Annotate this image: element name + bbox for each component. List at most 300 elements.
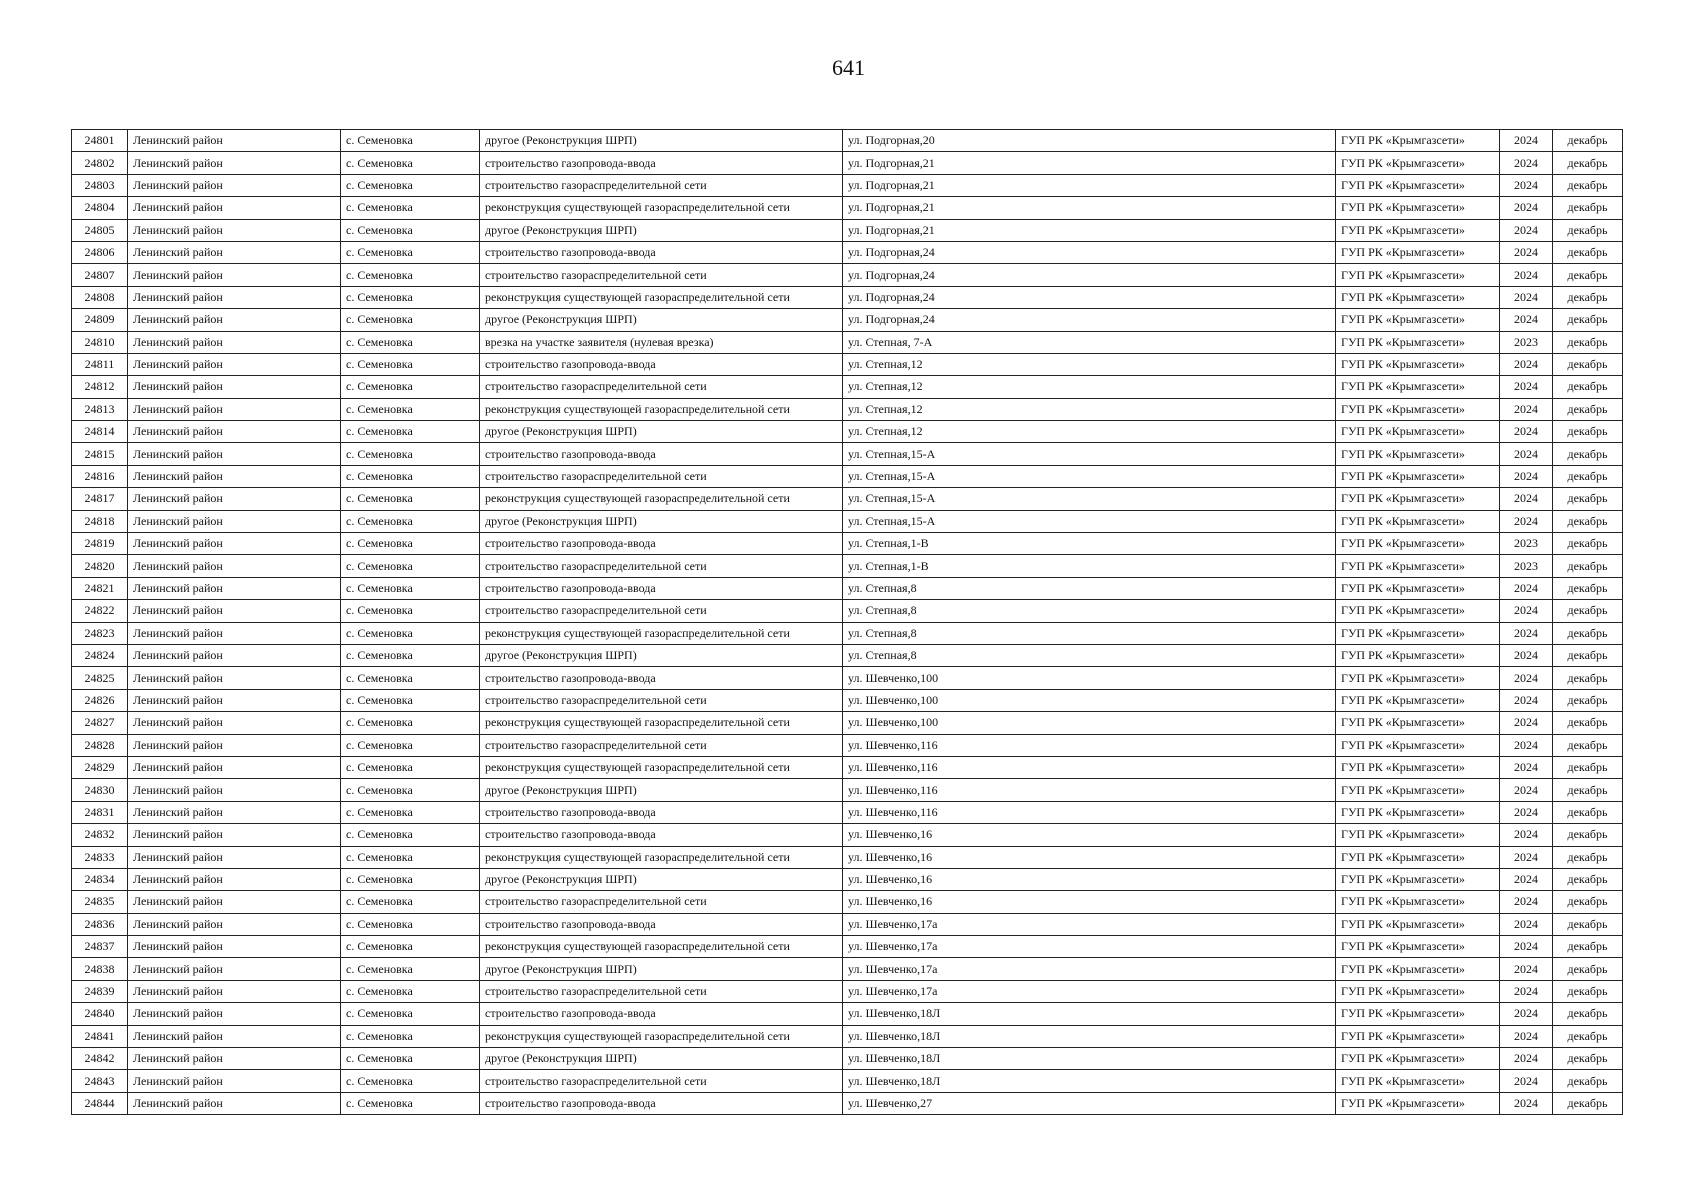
table-row <box>72 286 1623 308</box>
year-cell: 2024 <box>1500 353 1553 375</box>
table-row <box>72 465 1623 487</box>
settlement-cell: с. Семеновка <box>341 353 480 375</box>
district-cell: Ленинский район <box>128 376 341 398</box>
district-cell: Ленинский район <box>128 510 341 532</box>
settlement-cell: с. Семеновка <box>341 824 480 846</box>
row-number: 24839 <box>72 980 128 1002</box>
row-number: 24803 <box>72 174 128 196</box>
district-cell: Ленинский район <box>128 868 341 890</box>
work-type-cell: реконструкция существующей газораспределительной сети <box>480 936 843 958</box>
month-cell: декабрь <box>1553 309 1623 331</box>
table-row <box>72 600 1623 622</box>
row-number: 24804 <box>72 197 128 219</box>
row-number: 24809 <box>72 309 128 331</box>
organization-cell: ГУП РК «Крымгазсети» <box>1336 488 1500 510</box>
address-cell: ул. Подгорная,24 <box>843 264 1336 286</box>
year-cell: 2024 <box>1500 958 1553 980</box>
district-cell: Ленинский район <box>128 801 341 823</box>
district-cell: Ленинский район <box>128 577 341 599</box>
work-type-cell: строительство газопровода-ввода <box>480 533 843 555</box>
year-cell: 2024 <box>1500 824 1553 846</box>
month-cell: декабрь <box>1553 331 1623 353</box>
settlement-cell: с. Семеновка <box>341 600 480 622</box>
organization-cell: ГУП РК «Крымгазсети» <box>1336 241 1500 263</box>
year-cell: 2024 <box>1500 264 1553 286</box>
address-cell: ул. Степная,15-А <box>843 488 1336 510</box>
table-row <box>72 331 1623 353</box>
address-cell: ул. Подгорная,21 <box>843 197 1336 219</box>
row-number: 24835 <box>72 891 128 913</box>
organization-cell: ГУП РК «Крымгазсети» <box>1336 891 1500 913</box>
address-cell: ул. Подгорная,24 <box>843 241 1336 263</box>
settlement-cell: с. Семеновка <box>341 174 480 196</box>
month-cell: декабрь <box>1553 510 1623 532</box>
row-number: 24834 <box>72 868 128 890</box>
settlement-cell: с. Семеновка <box>341 980 480 1002</box>
district-cell: Ленинский район <box>128 152 341 174</box>
organization-cell: ГУП РК «Крымгазсети» <box>1336 734 1500 756</box>
table-row <box>72 891 1623 913</box>
row-number: 24824 <box>72 644 128 666</box>
settlement-cell: с. Семеновка <box>341 1003 480 1025</box>
settlement-cell: с. Семеновка <box>341 376 480 398</box>
table-row <box>72 622 1623 644</box>
address-cell: ул. Шевченко,100 <box>843 667 1336 689</box>
settlement-cell: с. Семеновка <box>341 465 480 487</box>
month-cell: декабрь <box>1553 376 1623 398</box>
work-type-cell: строительство газораспределительной сети <box>480 174 843 196</box>
month-cell: декабрь <box>1553 533 1623 555</box>
organization-cell: ГУП РК «Крымгазсети» <box>1336 577 1500 599</box>
settlement-cell: с. Семеновка <box>341 644 480 666</box>
work-type-cell: другое (Реконструкция ШРП) <box>480 644 843 666</box>
work-type-cell: реконструкция существующей газораспределительной сети <box>480 488 843 510</box>
table-row <box>72 219 1623 241</box>
work-type-cell: строительство газопровода-ввода <box>480 824 843 846</box>
table-row <box>72 533 1623 555</box>
district-cell: Ленинский район <box>128 241 341 263</box>
address-cell: ул. Степная,8 <box>843 644 1336 666</box>
table-row <box>72 376 1623 398</box>
settlement-cell: с. Семеновка <box>341 958 480 980</box>
district-cell: Ленинский район <box>128 958 341 980</box>
month-cell: декабрь <box>1553 1003 1623 1025</box>
settlement-cell: с. Семеновка <box>341 734 480 756</box>
organization-cell: ГУП РК «Крымгазсети» <box>1336 533 1500 555</box>
year-cell: 2024 <box>1500 868 1553 890</box>
district-cell: Ленинский район <box>128 734 341 756</box>
table-row <box>72 353 1623 375</box>
table-row <box>72 824 1623 846</box>
month-cell: декабрь <box>1553 667 1623 689</box>
settlement-cell: с. Семеновка <box>341 443 480 465</box>
settlement-cell: с. Семеновка <box>341 689 480 711</box>
address-cell: ул. Шевченко,100 <box>843 712 1336 734</box>
settlement-cell: с. Семеновка <box>341 286 480 308</box>
year-cell: 2024 <box>1500 488 1553 510</box>
district-cell: Ленинский район <box>128 913 341 935</box>
organization-cell: ГУП РК «Крымгазсети» <box>1336 667 1500 689</box>
table-row <box>72 577 1623 599</box>
month-cell: декабрь <box>1553 824 1623 846</box>
address-cell: ул. Шевченко,18Л <box>843 1003 1336 1025</box>
work-type-cell: другое (Реконструкция ШРП) <box>480 958 843 980</box>
address-cell: ул. Подгорная,24 <box>843 286 1336 308</box>
work-type-cell: реконструкция существующей газораспределительной сети <box>480 846 843 868</box>
row-number: 24838 <box>72 958 128 980</box>
month-cell: декабрь <box>1553 779 1623 801</box>
settlement-cell: с. Семеновка <box>341 421 480 443</box>
district-cell: Ленинский район <box>128 331 341 353</box>
organization-cell: ГУП РК «Крымгазсети» <box>1336 779 1500 801</box>
month-cell: декабрь <box>1553 712 1623 734</box>
work-type-cell: строительство газораспределительной сети <box>480 980 843 1002</box>
year-cell: 2024 <box>1500 1003 1553 1025</box>
address-cell: ул. Шевченко,27 <box>843 1092 1336 1114</box>
row-number: 24829 <box>72 756 128 778</box>
address-cell: ул. Шевченко,17а <box>843 913 1336 935</box>
work-type-cell: реконструкция существующей газораспределительной сети <box>480 398 843 420</box>
year-cell: 2024 <box>1500 667 1553 689</box>
address-cell: ул. Подгорная,20 <box>843 130 1336 152</box>
year-cell: 2024 <box>1500 421 1553 443</box>
work-type-cell: строительство газораспределительной сети <box>480 555 843 577</box>
address-cell: ул. Степная,8 <box>843 622 1336 644</box>
table-row <box>72 913 1623 935</box>
work-type-cell: строительство газопровода-ввода <box>480 577 843 599</box>
address-cell: ул. Степная,15-А <box>843 465 1336 487</box>
address-cell: ул. Шевченко,18Л <box>843 1048 1336 1070</box>
table-row <box>72 868 1623 890</box>
district-cell: Ленинский район <box>128 197 341 219</box>
month-cell: декабрь <box>1553 644 1623 666</box>
organization-cell: ГУП РК «Крымгазсети» <box>1336 868 1500 890</box>
address-cell: ул. Шевченко,16 <box>843 846 1336 868</box>
organization-cell: ГУП РК «Крымгазсети» <box>1336 421 1500 443</box>
address-cell: ул. Шевченко,116 <box>843 779 1336 801</box>
month-cell: декабрь <box>1553 1070 1623 1092</box>
work-type-cell: другое (Реконструкция ШРП) <box>480 510 843 532</box>
settlement-cell: с. Семеновка <box>341 891 480 913</box>
address-cell: ул. Степная,12 <box>843 398 1336 420</box>
year-cell: 2024 <box>1500 197 1553 219</box>
district-cell: Ленинский район <box>128 1003 341 1025</box>
month-cell: декабрь <box>1553 958 1623 980</box>
district-cell: Ленинский район <box>128 1070 341 1092</box>
work-type-cell: строительство газораспределительной сети <box>480 689 843 711</box>
year-cell: 2024 <box>1500 600 1553 622</box>
registry-body <box>72 130 1623 1115</box>
organization-cell: ГУП РК «Крымгазсети» <box>1336 465 1500 487</box>
work-type-cell: реконструкция существующей газораспределительной сети <box>480 286 843 308</box>
row-number: 24801 <box>72 130 128 152</box>
row-number: 24831 <box>72 801 128 823</box>
table-row <box>72 846 1623 868</box>
table-row <box>72 510 1623 532</box>
year-cell: 2024 <box>1500 152 1553 174</box>
work-type-cell: другое (Реконструкция ШРП) <box>480 421 843 443</box>
address-cell: ул. Подгорная,24 <box>843 309 1336 331</box>
table-row <box>72 1070 1623 1092</box>
row-number: 24843 <box>72 1070 128 1092</box>
month-cell: декабрь <box>1553 756 1623 778</box>
month-cell: декабрь <box>1553 801 1623 823</box>
year-cell: 2023 <box>1500 331 1553 353</box>
table-row <box>72 443 1623 465</box>
year-cell: 2024 <box>1500 286 1553 308</box>
work-type-cell: строительство газопровода-ввода <box>480 443 843 465</box>
settlement-cell: с. Семеновка <box>341 241 480 263</box>
work-type-cell: строительство газопровода-ввода <box>480 667 843 689</box>
settlement-cell: с. Семеновка <box>341 309 480 331</box>
work-type-cell: врезка на участке заявителя (нулевая врезка) <box>480 331 843 353</box>
address-cell: ул. Шевченко,116 <box>843 801 1336 823</box>
district-cell: Ленинский район <box>128 555 341 577</box>
row-number: 24833 <box>72 846 128 868</box>
year-cell: 2024 <box>1500 734 1553 756</box>
table-row <box>72 241 1623 263</box>
row-number: 24842 <box>72 1048 128 1070</box>
work-type-cell: другое (Реконструкция ШРП) <box>480 219 843 241</box>
table-row <box>72 197 1623 219</box>
work-type-cell: реконструкция существующей газораспределительной сети <box>480 756 843 778</box>
year-cell: 2024 <box>1500 219 1553 241</box>
work-type-cell: строительство газораспределительной сети <box>480 264 843 286</box>
work-type-cell: другое (Реконструкция ШРП) <box>480 130 843 152</box>
settlement-cell: с. Семеновка <box>341 488 480 510</box>
settlement-cell: с. Семеновка <box>341 936 480 958</box>
settlement-cell: с. Семеновка <box>341 1092 480 1114</box>
settlement-cell: с. Семеновка <box>341 533 480 555</box>
row-number: 24827 <box>72 712 128 734</box>
year-cell: 2024 <box>1500 936 1553 958</box>
row-number: 24840 <box>72 1003 128 1025</box>
settlement-cell: с. Семеновка <box>341 130 480 152</box>
row-number: 24832 <box>72 824 128 846</box>
table-row <box>72 734 1623 756</box>
organization-cell: ГУП РК «Крымгазсети» <box>1336 1048 1500 1070</box>
month-cell: декабрь <box>1553 980 1623 1002</box>
organization-cell: ГУП РК «Крымгазсети» <box>1336 286 1500 308</box>
work-type-cell: строительство газораспределительной сети <box>480 465 843 487</box>
district-cell: Ленинский район <box>128 824 341 846</box>
month-cell: декабрь <box>1553 286 1623 308</box>
address-cell: ул. Степная,12 <box>843 353 1336 375</box>
organization-cell: ГУП РК «Крымгазсети» <box>1336 600 1500 622</box>
year-cell: 2024 <box>1500 309 1553 331</box>
address-cell: ул. Степная,8 <box>843 577 1336 599</box>
district-cell: Ленинский район <box>128 264 341 286</box>
year-cell: 2024 <box>1500 1070 1553 1092</box>
month-cell: декабрь <box>1553 353 1623 375</box>
month-cell: декабрь <box>1553 465 1623 487</box>
year-cell: 2024 <box>1500 801 1553 823</box>
year-cell: 2024 <box>1500 644 1553 666</box>
table-row <box>72 644 1623 666</box>
table-row <box>72 1092 1623 1114</box>
address-cell: ул. Шевченко,16 <box>843 824 1336 846</box>
registry-table <box>71 129 1623 1115</box>
work-type-cell: реконструкция существующей газораспределительной сети <box>480 197 843 219</box>
settlement-cell: с. Семеновка <box>341 152 480 174</box>
district-cell: Ленинский район <box>128 533 341 555</box>
row-number: 24817 <box>72 488 128 510</box>
work-type-cell: другое (Реконструкция ШРП) <box>480 1048 843 1070</box>
year-cell: 2024 <box>1500 1025 1553 1047</box>
table-row <box>72 779 1623 801</box>
month-cell: декабрь <box>1553 197 1623 219</box>
row-number: 24818 <box>72 510 128 532</box>
district-cell: Ленинский район <box>128 622 341 644</box>
organization-cell: ГУП РК «Крымгазсети» <box>1336 712 1500 734</box>
row-number: 24810 <box>72 331 128 353</box>
address-cell: ул. Шевченко,116 <box>843 734 1336 756</box>
address-cell: ул. Шевченко,16 <box>843 891 1336 913</box>
address-cell: ул. Шевченко,16 <box>843 868 1336 890</box>
work-type-cell: другое (Реконструкция ШРП) <box>480 868 843 890</box>
month-cell: декабрь <box>1553 846 1623 868</box>
settlement-cell: с. Семеновка <box>341 1070 480 1092</box>
settlement-cell: с. Семеновка <box>341 756 480 778</box>
work-type-cell: строительство газораспределительной сети <box>480 734 843 756</box>
year-cell: 2024 <box>1500 913 1553 935</box>
table-row <box>72 398 1623 420</box>
row-number: 24807 <box>72 264 128 286</box>
table-row <box>72 264 1623 286</box>
address-cell: ул. Шевченко,17а <box>843 980 1336 1002</box>
settlement-cell: с. Семеновка <box>341 868 480 890</box>
organization-cell: ГУП РК «Крымгазсети» <box>1336 376 1500 398</box>
district-cell: Ленинский район <box>128 286 341 308</box>
address-cell: ул. Степная,1-В <box>843 555 1336 577</box>
district-cell: Ленинский район <box>128 421 341 443</box>
month-cell: декабрь <box>1553 913 1623 935</box>
month-cell: декабрь <box>1553 622 1623 644</box>
month-cell: декабрь <box>1553 577 1623 599</box>
district-cell: Ленинский район <box>128 1048 341 1070</box>
work-type-cell: другое (Реконструкция ШРП) <box>480 779 843 801</box>
year-cell: 2024 <box>1500 689 1553 711</box>
row-number: 24822 <box>72 600 128 622</box>
table-row <box>72 130 1623 152</box>
row-number: 24820 <box>72 555 128 577</box>
table-row <box>72 958 1623 980</box>
organization-cell: ГУП РК «Крымгазсети» <box>1336 622 1500 644</box>
address-cell: ул. Степная,1-В <box>843 533 1336 555</box>
organization-cell: ГУП РК «Крымгазсети» <box>1336 353 1500 375</box>
district-cell: Ленинский район <box>128 936 341 958</box>
organization-cell: ГУП РК «Крымгазсети» <box>1336 130 1500 152</box>
organization-cell: ГУП РК «Крымгазсети» <box>1336 644 1500 666</box>
row-number: 24823 <box>72 622 128 644</box>
district-cell: Ленинский район <box>128 667 341 689</box>
organization-cell: ГУП РК «Крымгазсети» <box>1336 264 1500 286</box>
organization-cell: ГУП РК «Крымгазсети» <box>1336 309 1500 331</box>
year-cell: 2024 <box>1500 398 1553 420</box>
row-number: 24805 <box>72 219 128 241</box>
settlement-cell: с. Семеновка <box>341 913 480 935</box>
month-cell: декабрь <box>1553 152 1623 174</box>
month-cell: декабрь <box>1553 130 1623 152</box>
row-number: 24828 <box>72 734 128 756</box>
district-cell: Ленинский район <box>128 219 341 241</box>
district-cell: Ленинский район <box>128 353 341 375</box>
organization-cell: ГУП РК «Крымгазсети» <box>1336 846 1500 868</box>
work-type-cell: строительство газораспределительной сети <box>480 600 843 622</box>
district-cell: Ленинский район <box>128 846 341 868</box>
row-number: 24836 <box>72 913 128 935</box>
year-cell: 2024 <box>1500 1092 1553 1114</box>
page-number: 641 <box>832 55 865 80</box>
organization-cell: ГУП РК «Крымгазсети» <box>1336 958 1500 980</box>
address-cell: ул. Шевченко,100 <box>843 689 1336 711</box>
settlement-cell: с. Семеновка <box>341 555 480 577</box>
organization-cell: ГУП РК «Крымгазсети» <box>1336 1003 1500 1025</box>
year-cell: 2024 <box>1500 376 1553 398</box>
year-cell: 2024 <box>1500 756 1553 778</box>
year-cell: 2024 <box>1500 443 1553 465</box>
work-type-cell: другое (Реконструкция ШРП) <box>480 309 843 331</box>
district-cell: Ленинский район <box>128 1092 341 1114</box>
district-cell: Ленинский район <box>128 465 341 487</box>
table-row <box>72 1048 1623 1070</box>
table-row <box>72 980 1623 1002</box>
address-cell: ул. Подгорная,21 <box>843 219 1336 241</box>
organization-cell: ГУП РК «Крымгазсети» <box>1336 936 1500 958</box>
address-cell: ул. Степная,12 <box>843 376 1336 398</box>
organization-cell: ГУП РК «Крымгазсети» <box>1336 689 1500 711</box>
work-type-cell: строительство газораспределительной сети <box>480 891 843 913</box>
table-row <box>72 174 1623 196</box>
row-number: 24841 <box>72 1025 128 1047</box>
month-cell: декабрь <box>1553 936 1623 958</box>
address-cell: ул. Степная, 7-А <box>843 331 1336 353</box>
month-cell: декабрь <box>1553 443 1623 465</box>
work-type-cell: реконструкция существующей газораспределительной сети <box>480 1025 843 1047</box>
row-number: 24844 <box>72 1092 128 1114</box>
month-cell: декабрь <box>1553 488 1623 510</box>
row-number: 24802 <box>72 152 128 174</box>
table-row <box>72 421 1623 443</box>
address-cell: ул. Шевченко,18Л <box>843 1025 1336 1047</box>
organization-cell: ГУП РК «Крымгазсети» <box>1336 174 1500 196</box>
work-type-cell: реконструкция существующей газораспределительной сети <box>480 622 843 644</box>
month-cell: декабрь <box>1553 555 1623 577</box>
settlement-cell: с. Семеновка <box>341 331 480 353</box>
organization-cell: ГУП РК «Крымгазсети» <box>1336 1070 1500 1092</box>
month-cell: декабрь <box>1553 868 1623 890</box>
year-cell: 2024 <box>1500 241 1553 263</box>
row-number: 24806 <box>72 241 128 263</box>
row-number: 24825 <box>72 667 128 689</box>
district-cell: Ленинский район <box>128 398 341 420</box>
year-cell: 2024 <box>1500 510 1553 532</box>
row-number: 24830 <box>72 779 128 801</box>
month-cell: декабрь <box>1553 241 1623 263</box>
organization-cell: ГУП РК «Крымгазсети» <box>1336 443 1500 465</box>
address-cell: ул. Шевченко,116 <box>843 756 1336 778</box>
month-cell: декабрь <box>1553 1048 1623 1070</box>
organization-cell: ГУП РК «Крымгазсети» <box>1336 1025 1500 1047</box>
work-type-cell: строительство газопровода-ввода <box>480 1003 843 1025</box>
address-cell: ул. Степная,8 <box>843 600 1336 622</box>
address-cell: ул. Степная,12 <box>843 421 1336 443</box>
district-cell: Ленинский район <box>128 309 341 331</box>
organization-cell: ГУП РК «Крымгазсети» <box>1336 913 1500 935</box>
table-row <box>72 689 1623 711</box>
district-cell: Ленинский район <box>128 174 341 196</box>
district-cell: Ленинский район <box>128 980 341 1002</box>
